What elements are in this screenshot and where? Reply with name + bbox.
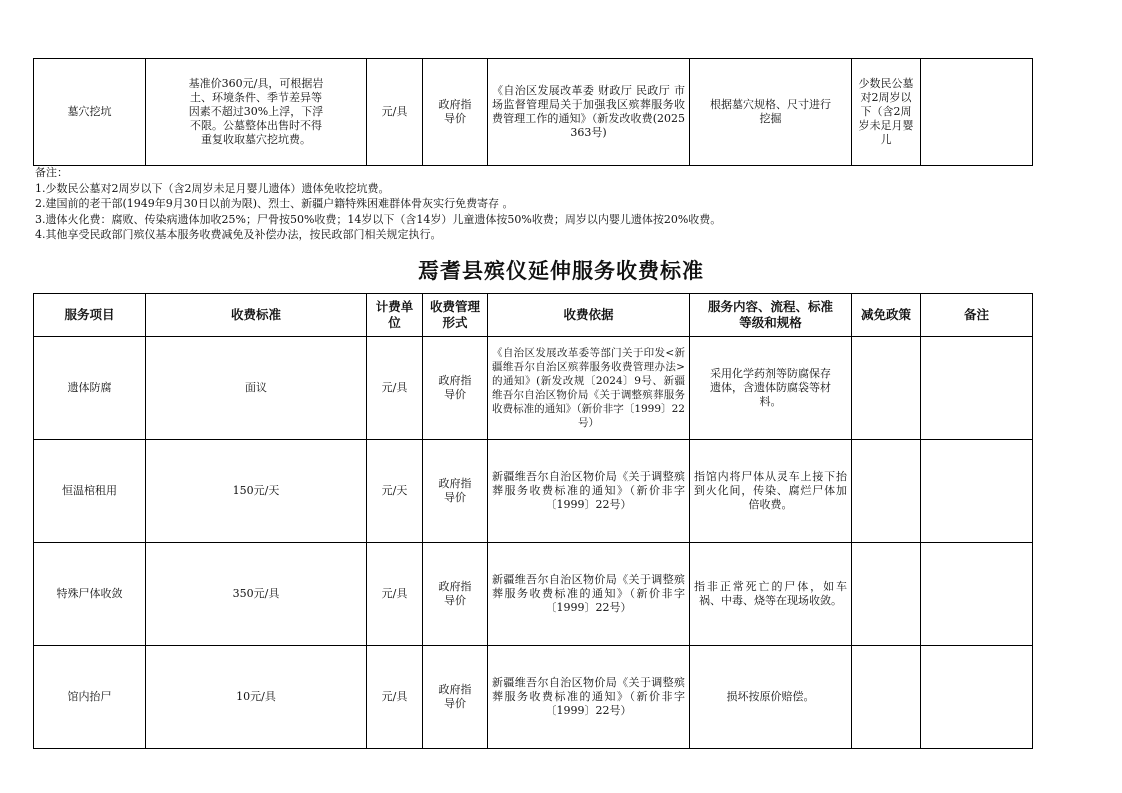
header-reduction-policy: 减免政策 <box>852 294 921 337</box>
header-service-content: 服务内容、流程、标准等级和规格 <box>690 294 852 337</box>
fee-standard-cell: 面议 <box>146 337 367 440</box>
remark-cell <box>921 337 1033 440</box>
remark-cell <box>921 440 1033 543</box>
notes-heading: 备注： <box>35 166 68 179</box>
reduction-policy-cell <box>852 337 921 440</box>
reduction-policy-cell: 少数民公墓对2周岁以下（含2周岁未足月婴儿 <box>852 59 921 166</box>
billing-unit-cell: 元/具 <box>367 59 423 166</box>
page-title: 焉耆县殡仪延伸服务收费标准 <box>418 258 704 283</box>
fee-basis-cell: 《自治区发展改革委 财政厅 民政厅 市场监督管理局关于加强我区殡葬服务收费管理工作的通知》（新发改收费(2025 363号) <box>488 59 690 166</box>
service-item-cell: 特殊尸体收敛 <box>34 543 146 646</box>
billing-unit-cell: 元/具 <box>367 337 423 440</box>
fee-basis-cell: 新疆维吾尔自治区物价局《关于调整殡葬服务收费标准的通知》（新价非字〔1999〕22号） <box>488 543 690 646</box>
management-form-cell: 政府指导价 <box>423 59 488 166</box>
reduction-policy-cell <box>852 543 921 646</box>
management-form-cell: 政府指导价 <box>423 543 488 646</box>
billing-unit-cell: 元/天 <box>367 440 423 543</box>
table-row <box>34 440 1033 543</box>
note-line: 1.少数民公墓对2周岁以下（含2周岁未足月婴儿遗体）遗体免收挖坑费。 <box>35 181 390 195</box>
note-line: 4.其他享受民政部门殡仪基本服务收费减免及补偿办法，按民政部门相关规定执行。 <box>35 228 442 241</box>
billing-unit-cell: 元/具 <box>367 646 423 749</box>
top-fee-table <box>33 58 1033 166</box>
service-content-cell: 根据墓穴规格、尺寸进行挖掘 <box>690 59 852 166</box>
service-item-cell: 馆内抬尸 <box>34 646 146 749</box>
remark-cell <box>921 646 1033 749</box>
reduction-policy-cell <box>852 646 921 749</box>
remark-cell <box>921 59 1033 166</box>
header-remark: 备注 <box>921 294 1033 337</box>
management-form-cell: 政府指导价 <box>423 337 488 440</box>
header-management-form: 收费管理形式 <box>423 294 488 337</box>
header-fee-standard: 收费标准 <box>146 294 367 337</box>
service-content-cell: 指非正常死亡的尸体，如车祸、中毒、烧等在现场收敛。 <box>690 543 852 646</box>
table-row <box>34 59 1033 166</box>
billing-unit-cell: 元/具 <box>367 543 423 646</box>
header-service-item: 服务项目 <box>34 294 146 337</box>
notes-section <box>35 165 1095 243</box>
note-line: 2.建国前的老干部(1949年9月30日以前为限)、烈士、新疆户籍特殊困难群体骨灰实行免费寄存 。 <box>35 197 514 210</box>
service-item-cell: 恒温棺租用 <box>34 440 146 543</box>
fee-standard-cell: 10元/具 <box>146 646 367 749</box>
fee-basis-cell: 《自治区发展改革委等部门关于印发<新疆维吾尔自治区殡葬服务收费管理办法>的通知》(新发改规〔2024〕9号、新疆维吾尔自治区物价局《关于调整殡葬服务收费标准的通知》（新价非字〔1999〕22号） <box>488 337 690 440</box>
fee-standard-cell: 基准价360元/具，可根据岩土、环境条件、季节差异等因素不超过30%上浮，下浮不限。公墓整体出售时不得重复收取墓穴挖坑费。 <box>146 59 367 166</box>
service-content-cell: 采用化学药剂等防腐保存遗体，含遗体防腐袋等材料。 <box>690 337 852 440</box>
service-item-cell: 墓穴挖坑 <box>34 59 146 166</box>
table-header-row <box>34 294 1033 337</box>
service-content-cell: 指馆内将尸体从灵车上接下抬到火化间，传染、腐烂尸体加倍收费。 <box>690 440 852 543</box>
management-form-cell: 政府指导价 <box>423 646 488 749</box>
reduction-policy-cell <box>852 440 921 543</box>
fee-basis-cell: 新疆维吾尔自治区物价局《关于调整殡葬服务收费标准的通知》（新价非字〔1999〕22号） <box>488 646 690 749</box>
fee-standard-cell: 350元/具 <box>146 543 367 646</box>
management-form-cell: 政府指导价 <box>423 440 488 543</box>
header-billing-unit: 计费单位 <box>367 294 423 337</box>
service-content-cell: 损坏按原价赔偿。 <box>690 646 852 749</box>
table-row <box>34 543 1033 646</box>
table-row <box>34 337 1033 440</box>
note-line: 3.遗体火化费：腐败、传染病遗体加收25%；尸骨按50%收费；14岁以下（含14岁）儿童遗体按50%收费；周岁以内婴儿遗体按20%收费。 <box>35 212 722 226</box>
header-fee-basis: 收费依据 <box>488 294 690 337</box>
fee-basis-cell: 新疆维吾尔自治区物价局《关于调整殡葬服务收费标准的通知》（新价非字〔1999〕22号） <box>488 440 690 543</box>
service-item-cell: 遗体防腐 <box>34 337 146 440</box>
remark-cell <box>921 543 1033 646</box>
fee-standard-cell: 150元/天 <box>146 440 367 543</box>
table-row <box>34 646 1033 749</box>
extension-service-fee-table <box>33 293 1033 749</box>
